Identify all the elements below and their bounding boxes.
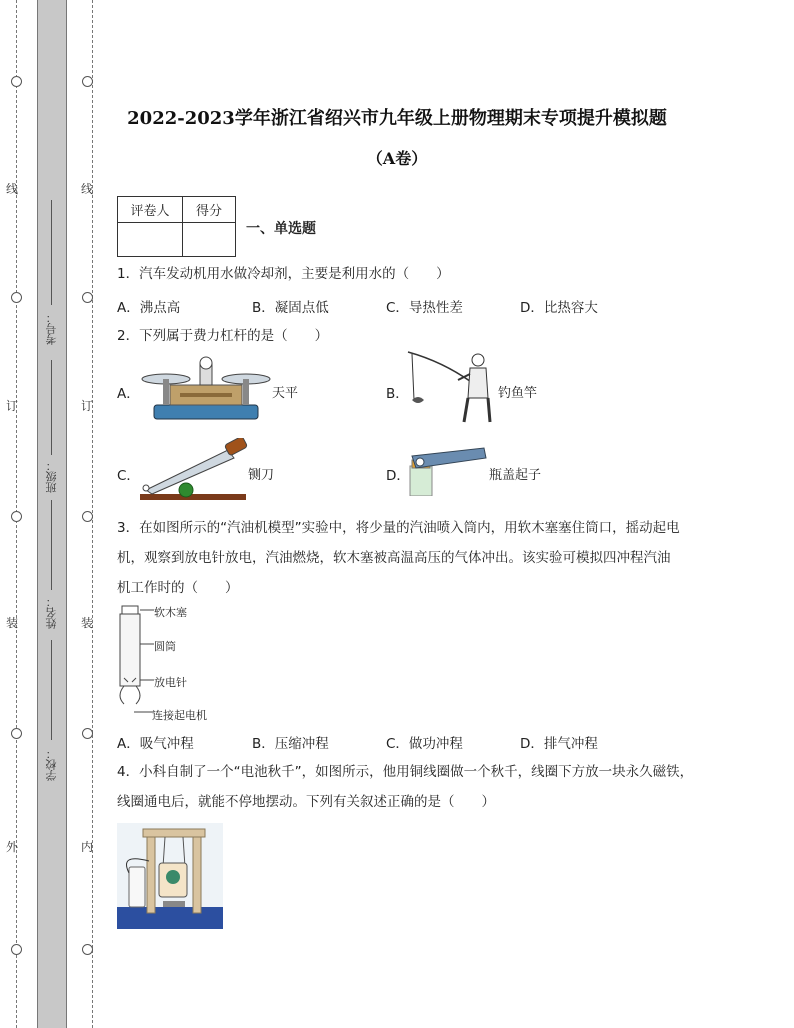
- margin-label-zhuang-outer: 装: [5, 616, 18, 630]
- score-table: [117, 196, 236, 257]
- q2-caption-bottle-opener: 瓶盖起子: [489, 468, 542, 483]
- margin-label-wai: 外: [5, 840, 18, 854]
- binding-hole: [82, 728, 93, 739]
- q3-option-d[interactable]: D．排气冲程: [520, 736, 598, 752]
- margin-label-nei: 内: [80, 840, 93, 854]
- battery-swing-photo: [117, 823, 223, 929]
- q3-option-a[interactable]: A．吸气冲程: [117, 736, 194, 752]
- binding-hole: [11, 292, 22, 303]
- field-school: 学校：: [45, 748, 58, 781]
- question-1-stem: 1．汽车发动机用水做冷却剂，主要是利用水的（ ）: [117, 266, 450, 282]
- score-table-cell[interactable]: [118, 223, 183, 257]
- binding-hole: [82, 292, 93, 303]
- figure-label-discharge-needle: 放电针: [154, 676, 187, 689]
- margin-label-ding-outer: 订: [5, 399, 18, 413]
- q2-option-b[interactable]: B．: [386, 386, 409, 402]
- q1-option-d[interactable]: D．比热容大: [520, 300, 598, 316]
- guillotine-cutter-image: [138, 438, 248, 504]
- field-underline: [51, 640, 52, 740]
- binding-hole: [11, 944, 22, 955]
- q1-option-a[interactable]: A．沸点高: [117, 300, 181, 316]
- binding-hole: [82, 944, 93, 955]
- question-3-line-1: 3．在如图所示的“汽油机模型”实验中，将少量的汽油喷入筒内，用软木塞塞住筒口，摇动起电: [117, 520, 680, 536]
- binding-strip: [37, 0, 67, 1028]
- binding-hole: [82, 511, 93, 522]
- question-3-line-2: 机，观察到放电针放电，汽油燃烧，软木塞被高温高压的气体冲出。该实验可模拟四冲程汽油: [117, 550, 671, 566]
- score-table-header-score: 得分: [183, 197, 236, 223]
- q2-caption-balance: 天平: [272, 386, 299, 401]
- binding-hole: [11, 76, 22, 87]
- field-class: 班级：: [45, 460, 58, 493]
- margin-label-ding-inner: 订: [80, 399, 93, 413]
- q1-option-c[interactable]: C．导热性差: [386, 300, 463, 316]
- field-exam-number: 考号：: [45, 312, 58, 345]
- field-name: 姓名：: [45, 596, 58, 629]
- section-heading-single-choice: 一、单选题: [246, 221, 316, 237]
- question-3-line-3: 机工作时的（ ）: [117, 580, 239, 596]
- q2-option-c[interactable]: C．: [117, 468, 140, 484]
- balance-scale-image: [140, 355, 272, 425]
- q3-option-c[interactable]: C．做功冲程: [386, 736, 463, 752]
- q3-option-b[interactable]: B．压缩冲程: [252, 736, 329, 752]
- binding-hole: [11, 728, 22, 739]
- figure-label-cork: 软木塞: [154, 606, 187, 619]
- figure-label-cylinder: 圆筒: [154, 640, 176, 653]
- margin-label-xian-outer: 线: [5, 182, 18, 196]
- fishing-rod-image: [404, 348, 498, 424]
- question-2-stem: 2．下列属于费力杠杆的是（ ）: [117, 328, 329, 344]
- margin-label-zhuang-inner: 装: [80, 616, 93, 630]
- gasoline-engine-model-figure: [114, 604, 154, 720]
- figure-label-generator: 连接起电机: [152, 709, 207, 722]
- binding-hole: [11, 511, 22, 522]
- q2-option-a[interactable]: A．: [117, 386, 140, 402]
- q2-option-d[interactable]: D．: [386, 468, 410, 484]
- question-4-line-1: 4．小科自制了一个“电池秋千”，如图所示，他用铜线圈做一个秋千，线圈下方放一块永久磁铁，: [117, 764, 694, 780]
- page-subtitle: （A卷）: [366, 149, 428, 168]
- bottle-opener-image: [406, 446, 490, 496]
- page-title: 2022-2023学年浙江省绍兴市九年级上册物理期末专项提升模拟题: [127, 108, 667, 129]
- field-underline: [51, 200, 52, 305]
- q1-option-b[interactable]: B．凝固点低: [252, 300, 329, 316]
- q2-caption-guillotine: 铡刀: [248, 468, 275, 483]
- score-table-cell[interactable]: [183, 223, 236, 257]
- binding-hole: [82, 76, 93, 87]
- question-4-line-2: 线圈通电后，就能不停地摆动。下列有关叙述正确的是（ ）: [117, 794, 495, 810]
- field-underline: [51, 360, 52, 455]
- margin-label-xian-inner: 线: [80, 182, 93, 196]
- q2-caption-fishing-rod: 钓鱼竿: [498, 386, 538, 401]
- field-underline: [51, 500, 52, 590]
- score-table-header-grader: 评卷人: [118, 197, 183, 223]
